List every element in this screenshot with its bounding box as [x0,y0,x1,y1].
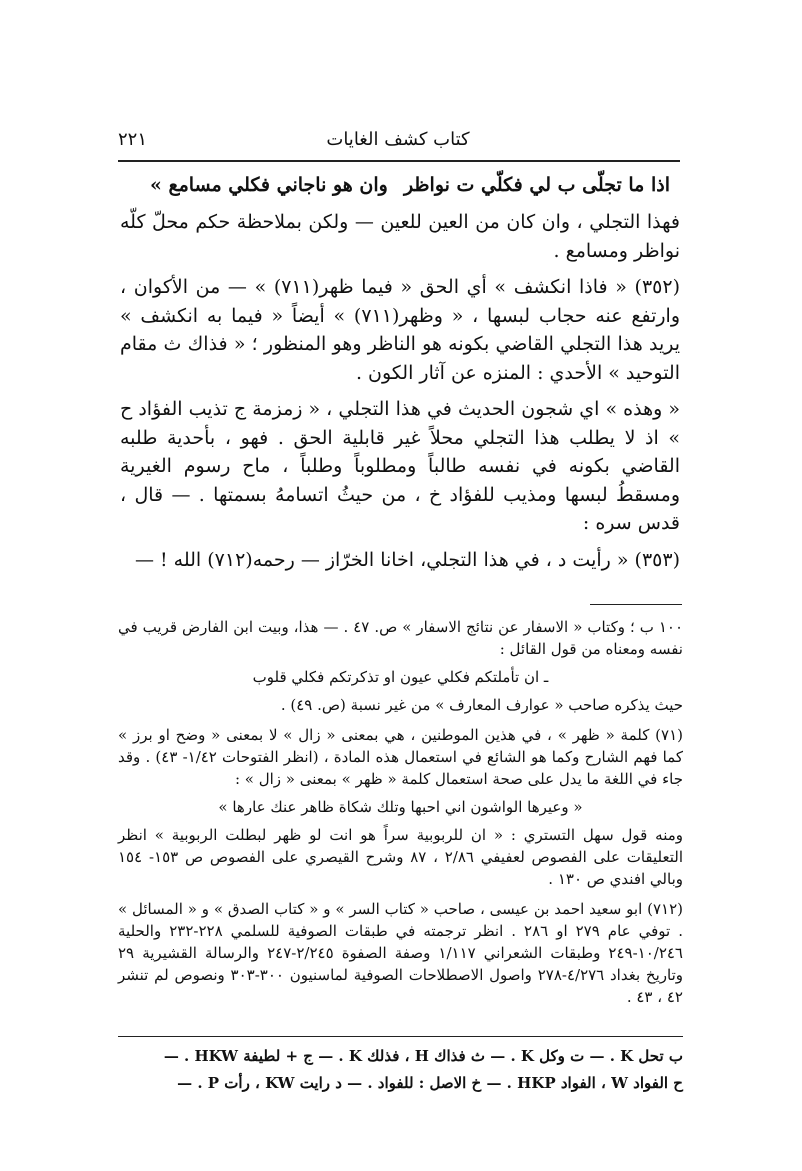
variants-rule [118,1036,683,1037]
variants-line-1: ب تحل K . — ت وكل K . — ث فذاك H ، فذلك K . — ج + لطيفة HKW . — [163,1047,683,1065]
main-text [120,208,680,574]
footnote-verse-2: « وعيرها الواشون اني احبها وتلك شكاة ظاهر عنك عارها » [218,798,583,816]
footnote-711-end: ومنه قول سهل التستري : « ان للربوبية سراً هو انت لو ظهر لبطلت الربوبية » انظر التعليقات على الفصوص لعفيفي ٢/٨٦ ، ٨٧ وشرح القيصري على الفصوص ص ١٥٣- ١٥٤ وبالي افندي ص ١٣٠ . [118,826,683,888]
variants-line-2: ح الفواد W ، الفواد HKP . — خ الاصل : للفواد . — د رايت KW ، رأت P . — [177,1074,683,1092]
main-paragraph-3: « وهذه » اي شجون الحديث في هذا التجلي ، « زمزمة ج تذيب الفؤاد ح » اذ لا يطلب هذا التجلي محلاً غير قابلية الحق . فهو ، بأحدية طلبه القاضي بكونه في نفسه طالباً ومطلوباً وطلباً ، ماح رسوم الغيرية ومسقطُ لبسها ومذيب للفؤاد خ ، من حيثُ اتسامهُ بسمتها . — قال ، قدس سره : [120,398,680,534]
running-title: كتاب كشف الغايات [326,128,470,150]
footnote-711: (٧١) كلمة « ظهر » ، في هذين الموطنين ، هي بمعنى « زال » لا بمعنى « وضح او برز » كما فهم الشارح وكما هو الشائع في استعمال هذه المادة ، (انظر الفتوحات ١/٤٢- ٤٣) . وقد جاء في اللغة ما يدل على صحة استعمال كلمة « ظهر » بمعنى « زال » : [118,726,683,788]
footnotes [118,616,683,1008]
verse-line [150,174,670,196]
verse-right-hemistich: اذا ما تجلّى ب لي فكلّي ت نواظر [403,174,670,196]
main-paragraph-1: فهذا التجلي ، وان كان من العين للعين — ولكن بملاحظة حكم محلّ كلّه نواظر ومسامع . [120,211,680,262]
main-paragraph-353: (٣٥٣) « رأيت د ، في هذا التجلي، اخانا الخرّاز — رحمه(٧١٢) الله ! — [134,548,680,571]
header-rule [118,160,680,162]
page-header [118,126,678,152]
footnote-verse-1: ـ ان تأملتكم فكلي عيون او تذكرتكم فكلي قلوب [252,668,549,686]
footnote-continued: ١٠٠ ب ؛ وكتاب « الاسفار عن نتائج الاسفار » ص. ٤٧ . — هذا، وبيت ابن الفارض قريب في نفسه ومعناه من قول القائل : [118,618,683,658]
page-number: ٢٢١ [118,128,148,150]
footnote-continued-end: حيث يذكره صاحب « عوارف المعارف » من غير نسبة (ص. ٤٩) . [280,696,683,714]
verse-left-hemistich: وان هو ناجاني فكلي مسامع » [150,174,388,196]
variant-readings [118,1043,683,1097]
footnote-rule [590,604,682,605]
main-paragraph-352: (٣٥٢) « فاذا انكشف » أي الحق « فيما ظهر(٧١١) » — من الأكوان ، وارتفع عنه حجاب لبسها ، « وظهر(٧١١) » أيضاً « فيما به انكشف » يريد هذا التجلي القاضي بكونه هو الناظر وهو المنظور ؛ « فذاك ث مقام التوحيد » الأحدي : المنزه عن آثار الكون . [120,276,681,384]
footnote-712: (٧١٢) ابو سعيد احمد بن عيسى ، صاحب « كتاب السر » و « كتاب الصدق » و « المسائل » . توفي عام ٢٧٩ او ٢٨٦ . انظر ترجمته في طبقات الصوفية للسلمي ٢٢٨-٢٣٢ والحلية ١٠/٢٤٦-٢٤٩ وطبقات الشعراني ١/١١٧ وصفة الصفوة ٢/٢٤٥-٢٤٧ والرسالة القشيرية ٢٩ وتاريخ بغداد ٤/٢٧٦-٢٧٨ واصول الاصطلاحات الصوفية لماسنيون ٣٠٠-٣٠٣ ونصوص لم تنشر ٤٢ ، ٤٣ . [118,900,683,1006]
